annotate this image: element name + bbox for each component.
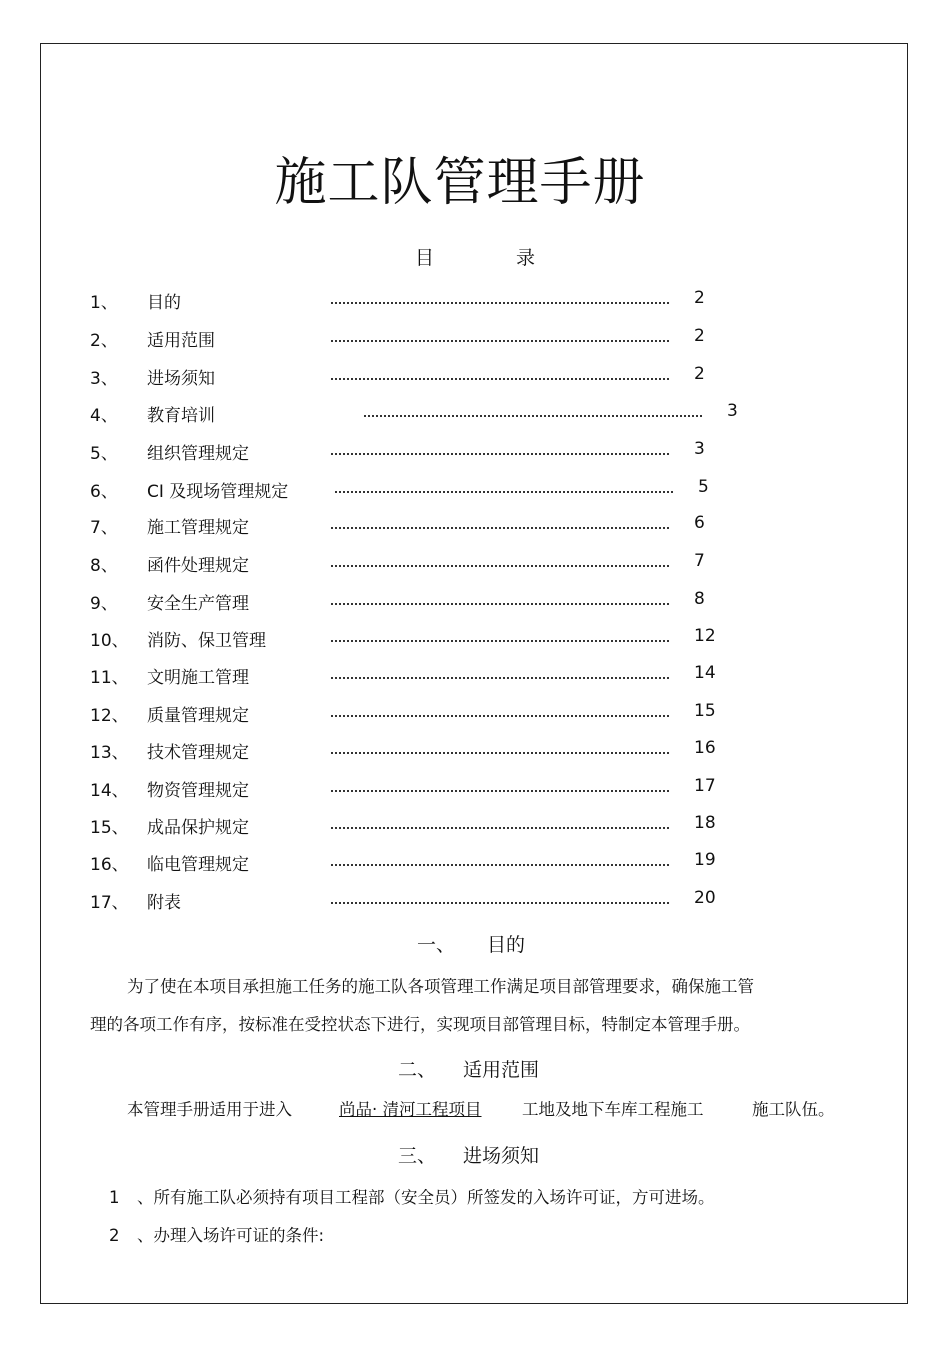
toc-entry — [0, 551, 950, 575]
toc-entry-page: 2 — [694, 288, 705, 308]
toc-leader-dots — [331, 888, 669, 904]
section-2-number: 二、 — [398, 1059, 437, 1081]
toc-leader-dots — [335, 477, 673, 493]
toc-entry — [0, 288, 950, 312]
toc-entry-label: 质量管理规定 — [147, 706, 249, 726]
section-2-title: 适用范围 — [463, 1059, 540, 1081]
section-1-paragraph-line-1: 为了使在本项目承担施工任务的施工队各项管理工作满足项目部管理要求，确保施工管 — [127, 977, 754, 996]
toc-entry — [0, 813, 950, 837]
toc-entry-page: 12 — [694, 626, 716, 646]
toc-entry — [0, 776, 950, 800]
toc-entry — [0, 439, 950, 463]
toc-entry-label: 教育培训 — [147, 406, 215, 426]
toc-entry-label: 函件处理规定 — [147, 556, 249, 576]
toc-entry-page: 6 — [694, 513, 705, 533]
section-3-item-2-text: 、办理入场许可证的条件: — [137, 1226, 325, 1245]
toc-entry — [0, 738, 950, 762]
toc-entry-page: 3 — [727, 401, 738, 421]
toc-entry — [0, 850, 950, 874]
toc-entry-number: 11、 — [90, 668, 129, 688]
toc-entry — [0, 326, 950, 350]
toc-entry — [0, 701, 950, 725]
toc-entry-number: 17、 — [90, 893, 129, 913]
toc-entry-page: 18 — [694, 813, 716, 833]
toc-entry-label: 成品保护规定 — [147, 818, 249, 838]
toc-entry-number: 8、 — [90, 556, 118, 576]
toc-entry-number: 15、 — [90, 818, 129, 838]
toc-entry-page: 2 — [694, 326, 705, 346]
toc-entry-label: 消防、保卫管理 — [147, 631, 266, 651]
toc-entry-page: 20 — [694, 888, 716, 908]
toc-entry-number: 14、 — [90, 781, 129, 801]
toc-entry-number: 7、 — [90, 518, 118, 538]
toc-entry-number: 4、 — [90, 406, 118, 426]
toc-leader-dots — [364, 401, 702, 417]
section-1-number: 一、 — [417, 934, 456, 956]
toc-leader-dots — [331, 288, 669, 304]
toc-entry-label: 进场须知 — [147, 369, 215, 389]
toc-entry-page: 19 — [694, 850, 716, 870]
section-3-title: 进场须知 — [463, 1145, 540, 1167]
toc-entry — [0, 364, 950, 388]
toc-entry-page: 5 — [698, 477, 709, 497]
toc-entry-page: 16 — [694, 738, 716, 758]
toc-entry — [0, 663, 950, 687]
toc-leader-dots — [331, 364, 669, 380]
toc-entry-number: 10、 — [90, 631, 129, 651]
toc-leader-dots — [331, 626, 669, 642]
toc-leader-dots — [331, 776, 669, 792]
toc-entry-label: 临电管理规定 — [147, 855, 249, 875]
toc-leader-dots — [331, 738, 669, 754]
toc-entry-label: 物资管理规定 — [147, 781, 249, 801]
toc-entry-page: 15 — [694, 701, 716, 721]
section-2-project-name: 尚品· 清河工程项目 — [339, 1100, 482, 1119]
toc-entry-label: 适用范围 — [147, 331, 215, 351]
toc-entry-label: 施工管理规定 — [147, 518, 249, 538]
document-title: 施工队管理手册 — [274, 153, 646, 213]
toc-leader-dots — [331, 326, 669, 342]
section-3-item-1-number: 1 — [109, 1188, 120, 1207]
toc-entry-page: 3 — [694, 439, 705, 459]
toc-entry-label: 技术管理规定 — [147, 743, 249, 763]
toc-entry-page: 2 — [694, 364, 705, 384]
toc-entry-number: 9、 — [90, 594, 118, 614]
toc-entry — [0, 589, 950, 613]
toc-leader-dots — [331, 813, 669, 829]
toc-entry-label: 文明施工管理 — [147, 668, 249, 688]
toc-leader-dots — [331, 513, 669, 529]
toc-leader-dots — [331, 663, 669, 679]
toc-leader-dots — [331, 850, 669, 866]
toc-entry-label: 目的 — [147, 293, 181, 313]
section-3-number: 三、 — [398, 1145, 437, 1167]
toc-entry-number: 13、 — [90, 743, 129, 763]
toc-entry-number: 6、 — [90, 482, 118, 502]
toc-heading-right: 录 — [516, 247, 536, 269]
toc-leader-dots — [331, 589, 669, 605]
section-2-text-b: 工地及地下车库工程施工 — [522, 1100, 704, 1119]
toc-entry-number: 3、 — [90, 369, 118, 389]
toc-leader-dots — [331, 701, 669, 717]
toc-entry-label: 安全生产管理 — [147, 594, 249, 614]
toc-entry-page: 7 — [694, 551, 705, 571]
toc-entry — [0, 888, 950, 912]
toc-entry-label: 组织管理规定 — [147, 444, 249, 464]
section-1-paragraph-line-2: 理的各项工作有序，按标准在受控状态下进行，实现项目部管理目标，特制定本管理手册。 — [90, 1015, 750, 1034]
toc-entry — [0, 626, 950, 650]
toc-entry — [0, 477, 950, 501]
toc-entry-number: 12、 — [90, 706, 129, 726]
section-2-text-c: 施工队伍。 — [752, 1100, 835, 1119]
toc-leader-dots — [331, 439, 669, 455]
toc-leader-dots — [331, 551, 669, 567]
toc-entry-label: CI 及现场管理规定 — [147, 482, 289, 502]
toc-entry — [0, 401, 950, 425]
section-1-title: 目的 — [487, 934, 526, 956]
toc-entry-page: 14 — [694, 663, 716, 683]
section-2-text-a: 本管理手册适用于进入 — [127, 1100, 292, 1119]
toc-entry-label: 附表 — [147, 893, 181, 913]
toc-entry-page: 8 — [694, 589, 705, 609]
section-3-item-1-text: 、所有施工队必须持有项目工程部（安全员）所签发的入场许可证，方可进场。 — [137, 1188, 715, 1207]
toc-entry-number: 2、 — [90, 331, 118, 351]
toc-entry-number: 1、 — [90, 293, 118, 313]
section-3-item-2-number: 2 — [109, 1226, 120, 1245]
toc-entry — [0, 513, 950, 537]
toc-heading-left: 目 — [415, 247, 435, 269]
toc-entry-number: 16、 — [90, 855, 129, 875]
toc-entry-number: 5、 — [90, 444, 118, 464]
toc-entry-page: 17 — [694, 776, 716, 796]
